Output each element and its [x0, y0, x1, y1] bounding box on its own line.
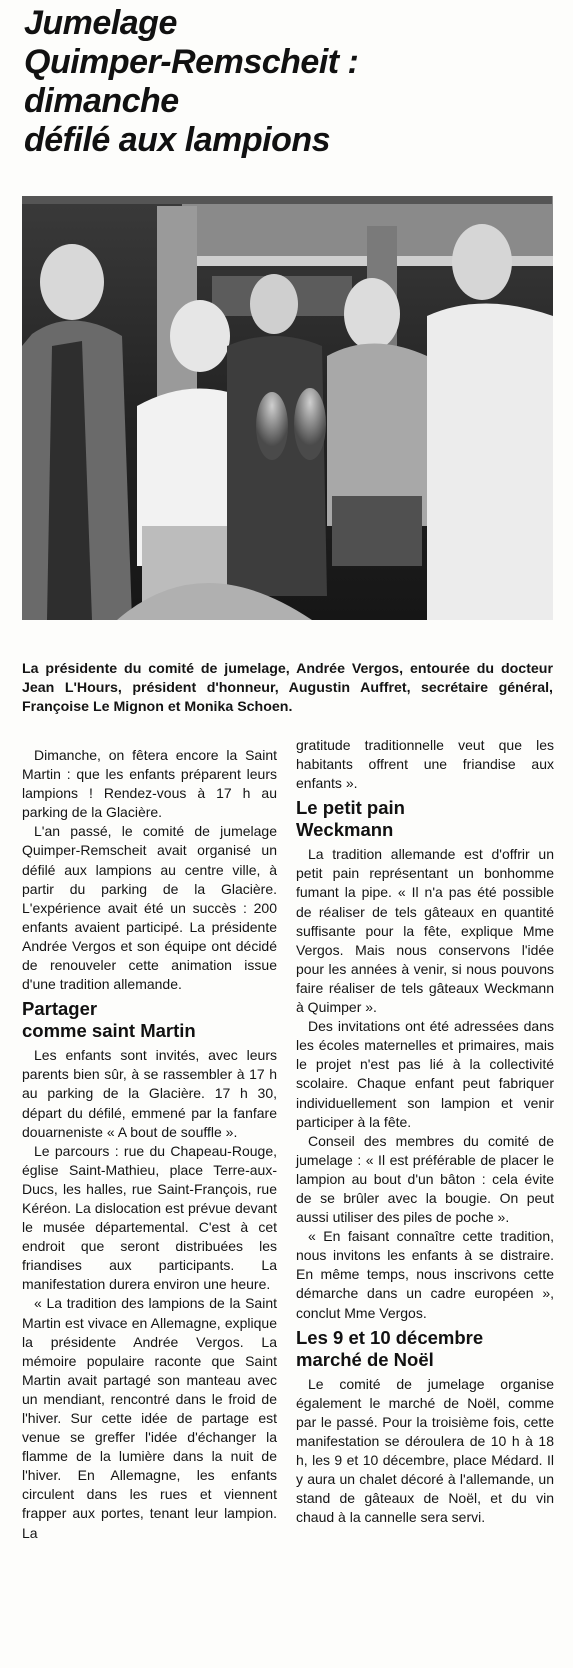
paragraph: L'an passé, le comité de jumelage Quimper-Remscheit avait organisé un défilé aux lampions au centre ville, à partir du parking de la Glacière. L'expérience avait été un succès : 200 enfants avaient participé. La présidente Andrée Vergos et son équipe ont décidé de renouveler cette animation issue d'une tradition allemande.: [22, 823, 277, 993]
paragraph: Des invitations ont été adressées dans les écoles maternelles et primaires, mais le projet n'est pas lié à la collectivité scolaire. Chaque enfant peut fabriquer individuellement son lampion et venir participer à la fête.: [296, 1018, 554, 1130]
headline-line-4: défilé aux lampions: [24, 121, 331, 159]
article-column-left: [22, 746, 277, 1543]
headline-line-2: Quimper-Remscheit :: [24, 43, 359, 81]
paragraph: gratitude traditionnelle veut que les habitants offrent une friandise aux enfants ».: [296, 737, 554, 792]
paragraph: Conseil des membres du comité de jumelage : « Il est préférable de placer le lampion au bout d'un bâton : cela évite de se brûler avec la bougie. On peut aussi utiliser des piles de poche ».: [296, 1132, 554, 1226]
subheading-marche-noel: [296, 1327, 554, 1371]
headline-line-1: Jumelage: [24, 4, 177, 42]
paragraph: La tradition allemande est d'offrir un petit pain représentant un bonhomme fumant la pipe. « Il n'a pas été possible de réaliser de tels gâteaux en quantité suffisante pour la fête, explique Mme Vergos. Mais nous conservons l'idée pour les années à venir, si nous pouvons faire réaliser de tels gâteaux Weckmann à Quimper ».: [296, 846, 554, 1016]
article-column-right: [296, 736, 554, 1527]
subheading-petit-pain: [296, 797, 554, 841]
paragraph: « La tradition des lampions de la Saint Martin est vivace en Allemagne, explique la présidente Andrée Vergos. La mémoire populaire raconte que Saint Martin avait partagé son manteau avec un mendiant, rencontré dans le froid de l'hiver. Sur cette idée de partage est venue se greffer l'idée d'échanger la flamme de la lumière dans la nuit de l'hiver. En Allemagne, les enfants circulent dans les rues et viennent frapper aux portes, tenant leur lampion. La: [22, 1295, 277, 1541]
subheading-line: Les 9 et 10 décembre: [296, 1326, 484, 1348]
subheading-line: marché de Noël: [296, 1348, 434, 1370]
headline: [24, 4, 554, 160]
subheading-partager: [22, 998, 277, 1042]
paragraph: Le parcours : rue du Chapeau-Rouge, église Saint-Mathieu, place Terre-aux-Ducs, les halles, rue Saint-François, rue Kéréon. La dislocation est prévue devant le musée départemental. C'est à cet endroit que seront distribuées les friandises aux participants. La manifestation durera environ une heure.: [22, 1142, 277, 1293]
subheading-line: Weckmann: [296, 819, 394, 841]
paragraph: Dimanche, on fêtera encore la Saint Martin : que les enfants préparent leurs lampions ! Rendez-vous à 17 h au parking de la Glacière.: [22, 747, 277, 821]
subheading-line: comme saint Martin: [22, 1020, 196, 1042]
subheading-line: Le petit pain: [296, 797, 405, 819]
paragraph: Le comité de jumelage organise également le marché de Noël, comme par le passé. Pour la troisième fois, cette manifestation se déroulera de 10 h à 18 h, les 9 et 10 décembre, place Médard. Il y aura un chalet décoré à l'allemande, un stand de gâteaux de Noël, et du vin chaud à la cannelle sera servi.: [296, 1375, 554, 1526]
paragraph: « En faisant connaître cette tradition, nous invitons les enfants à se distraire. En même temps, nous inscrivons cette démarche dans un cadre européen », conclut Mme Vergos.: [296, 1228, 554, 1321]
subheading-line: Partager: [22, 998, 98, 1020]
news-photo: [22, 196, 553, 620]
photo-caption: La présidente du comité de jumelage, Andrée Vergos, entourée du docteur Jean L'Hours, président d'honneur, Augustin Auffret, secrétaire général, Françoise Le Mignon et Monika Schoen.: [22, 661, 553, 715]
paragraph: Les enfants sont invités, avec leurs parents bien sûr, à se rassembler à 17 h au parking de la Glacière. 17 h 30, départ du défilé, emmené par la fanfare douarneniste « A bout de souffle ».: [22, 1047, 277, 1140]
headline-line-3: dimanche: [24, 82, 179, 120]
photo-people-with-lanterns: [22, 196, 553, 620]
